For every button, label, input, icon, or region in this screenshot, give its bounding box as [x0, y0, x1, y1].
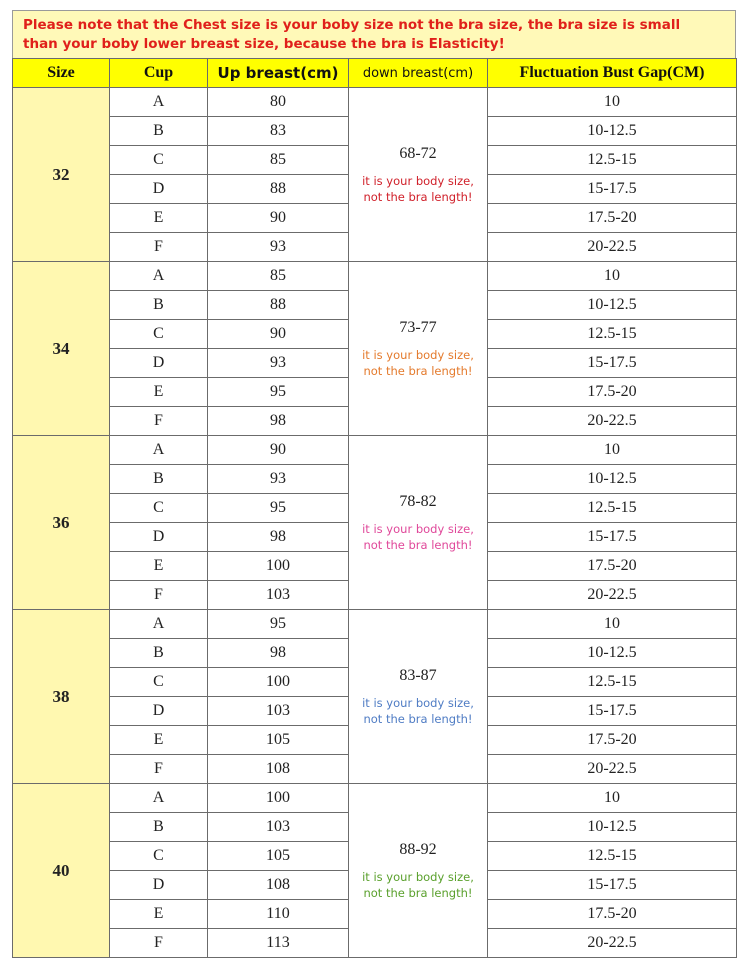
up-breast-cell: 90: [208, 204, 349, 233]
size-note: [12, 10, 736, 58]
cup-cell: D: [110, 871, 208, 900]
fluctuation-gap-cell: 15-17.5: [488, 523, 737, 552]
body-size-hint: not the bra length!: [363, 363, 473, 378]
fluctuation-gap-cell: 10-12.5: [488, 117, 737, 146]
down-breast-cell: [349, 610, 488, 784]
cup-cell: B: [110, 813, 208, 842]
size-table: [12, 58, 737, 958]
note-line-1: Please note that the Chest size is your boby size not the bra size, the bra size is small: [23, 17, 681, 33]
up-breast-cell: 100: [208, 668, 349, 697]
table-row: [13, 784, 737, 813]
up-breast-cell: 100: [208, 552, 349, 581]
up-breast-cell: 88: [208, 175, 349, 204]
fluctuation-gap-cell: 20-22.5: [488, 755, 737, 784]
body-size-hint: not the bra length!: [363, 537, 473, 552]
fluctuation-gap-cell: 10-12.5: [488, 465, 737, 494]
fluctuation-gap-cell: 20-22.5: [488, 233, 737, 262]
cup-cell: B: [110, 639, 208, 668]
cup-cell: B: [110, 465, 208, 494]
header-up-breast: Up breast(cm): [208, 59, 349, 88]
up-breast-cell: 93: [208, 465, 349, 494]
up-breast-cell: 93: [208, 233, 349, 262]
up-breast-cell: 100: [208, 784, 349, 813]
up-breast-cell: 108: [208, 755, 349, 784]
cup-cell: F: [110, 581, 208, 610]
down-breast-cell: [349, 784, 488, 958]
body-size-hint: it is your body size,: [362, 521, 474, 536]
up-breast-cell: 90: [208, 436, 349, 465]
up-breast-cell: 95: [208, 494, 349, 523]
fluctuation-gap-cell: 17.5-20: [488, 378, 737, 407]
cup-cell: F: [110, 929, 208, 958]
up-breast-cell: 103: [208, 581, 349, 610]
cup-cell: A: [110, 784, 208, 813]
fluctuation-gap-cell: 15-17.5: [488, 697, 737, 726]
body-size-hint: it is your body size,: [362, 347, 474, 362]
cup-cell: A: [110, 88, 208, 117]
down-breast-cell: [349, 436, 488, 610]
table-row: [13, 88, 737, 117]
header-cup: Cup: [110, 59, 208, 88]
fluctuation-gap-cell: 12.5-15: [488, 320, 737, 349]
cup-cell: D: [110, 523, 208, 552]
body-size-hint: it is your body size,: [362, 173, 474, 188]
fluctuation-gap-cell: 10: [488, 88, 737, 117]
cup-cell: C: [110, 146, 208, 175]
up-breast-cell: 98: [208, 407, 349, 436]
down-breast-cell: [349, 262, 488, 436]
cup-cell: C: [110, 668, 208, 697]
table-row: [13, 610, 737, 639]
fluctuation-gap-cell: 10-12.5: [488, 639, 737, 668]
up-breast-cell: 110: [208, 900, 349, 929]
up-breast-cell: 98: [208, 639, 349, 668]
table-row: [13, 436, 737, 465]
fluctuation-gap-cell: 15-17.5: [488, 871, 737, 900]
fluctuation-gap-cell: 10: [488, 262, 737, 291]
up-breast-cell: 80: [208, 88, 349, 117]
cup-cell: A: [110, 262, 208, 291]
size-table-body: [13, 88, 737, 958]
header-down-breast: down breast(cm): [349, 59, 488, 88]
up-breast-cell: 83: [208, 117, 349, 146]
up-breast-cell: 93: [208, 349, 349, 378]
fluctuation-gap-cell: 12.5-15: [488, 668, 737, 697]
fluctuation-gap-cell: 10-12.5: [488, 813, 737, 842]
down-breast-cell: [349, 88, 488, 262]
body-size-hint: it is your body size,: [362, 695, 474, 710]
cup-cell: C: [110, 494, 208, 523]
cup-cell: F: [110, 407, 208, 436]
fluctuation-gap-cell: 17.5-20: [488, 900, 737, 929]
up-breast-cell: 113: [208, 929, 349, 958]
cup-cell: B: [110, 117, 208, 146]
cup-cell: D: [110, 697, 208, 726]
cup-cell: D: [110, 175, 208, 204]
body-size-hint: not the bra length!: [363, 189, 473, 204]
fluctuation-gap-cell: 12.5-15: [488, 842, 737, 871]
body-size-hint: not the bra length!: [363, 885, 473, 900]
cup-cell: D: [110, 349, 208, 378]
size-cell: 34: [13, 262, 110, 436]
up-breast-cell: 88: [208, 291, 349, 320]
cup-cell: B: [110, 291, 208, 320]
fluctuation-gap-cell: 20-22.5: [488, 407, 737, 436]
cup-cell: A: [110, 436, 208, 465]
header-size: Size: [13, 59, 110, 88]
cup-cell: E: [110, 726, 208, 755]
cup-cell: E: [110, 204, 208, 233]
fluctuation-gap-cell: 17.5-20: [488, 204, 737, 233]
up-breast-cell: 90: [208, 320, 349, 349]
down-breast-range: 88-92: [399, 840, 437, 858]
fluctuation-gap-cell: 10: [488, 436, 737, 465]
size-chart: [12, 10, 736, 958]
header-row: [13, 59, 737, 88]
fluctuation-gap-cell: 20-22.5: [488, 929, 737, 958]
cup-cell: F: [110, 233, 208, 262]
fluctuation-gap-cell: 12.5-15: [488, 146, 737, 175]
body-size-hint: it is your body size,: [362, 869, 474, 884]
cup-cell: E: [110, 378, 208, 407]
up-breast-cell: 105: [208, 726, 349, 755]
note-line-2: than your boby lower breast size, because the bra is Elasticity!: [23, 36, 505, 52]
down-breast-range: 73-77: [399, 318, 437, 336]
up-breast-cell: 103: [208, 697, 349, 726]
fluctuation-gap-cell: 10: [488, 610, 737, 639]
down-breast-range: 68-72: [399, 144, 437, 162]
cup-cell: E: [110, 900, 208, 929]
cup-cell: F: [110, 755, 208, 784]
header-fluctuation-gap: Fluctuation Bust Gap(CM): [488, 59, 737, 88]
up-breast-cell: 105: [208, 842, 349, 871]
fluctuation-gap-cell: 12.5-15: [488, 494, 737, 523]
body-size-hint: not the bra length!: [363, 711, 473, 726]
up-breast-cell: 95: [208, 378, 349, 407]
size-cell: 32: [13, 88, 110, 262]
down-breast-range: 78-82: [399, 492, 437, 510]
up-breast-cell: 85: [208, 262, 349, 291]
size-cell: 38: [13, 610, 110, 784]
down-breast-range: 83-87: [399, 666, 437, 684]
table-row: [13, 262, 737, 291]
cup-cell: E: [110, 552, 208, 581]
up-breast-cell: 95: [208, 610, 349, 639]
up-breast-cell: 103: [208, 813, 349, 842]
fluctuation-gap-cell: 20-22.5: [488, 581, 737, 610]
fluctuation-gap-cell: 17.5-20: [488, 726, 737, 755]
up-breast-cell: 85: [208, 146, 349, 175]
up-breast-cell: 98: [208, 523, 349, 552]
fluctuation-gap-cell: 10: [488, 784, 737, 813]
size-cell: 40: [13, 784, 110, 958]
fluctuation-gap-cell: 17.5-20: [488, 552, 737, 581]
cup-cell: C: [110, 842, 208, 871]
fluctuation-gap-cell: 15-17.5: [488, 349, 737, 378]
size-cell: 36: [13, 436, 110, 610]
fluctuation-gap-cell: 15-17.5: [488, 175, 737, 204]
cup-cell: A: [110, 610, 208, 639]
cup-cell: C: [110, 320, 208, 349]
up-breast-cell: 108: [208, 871, 349, 900]
fluctuation-gap-cell: 10-12.5: [488, 291, 737, 320]
